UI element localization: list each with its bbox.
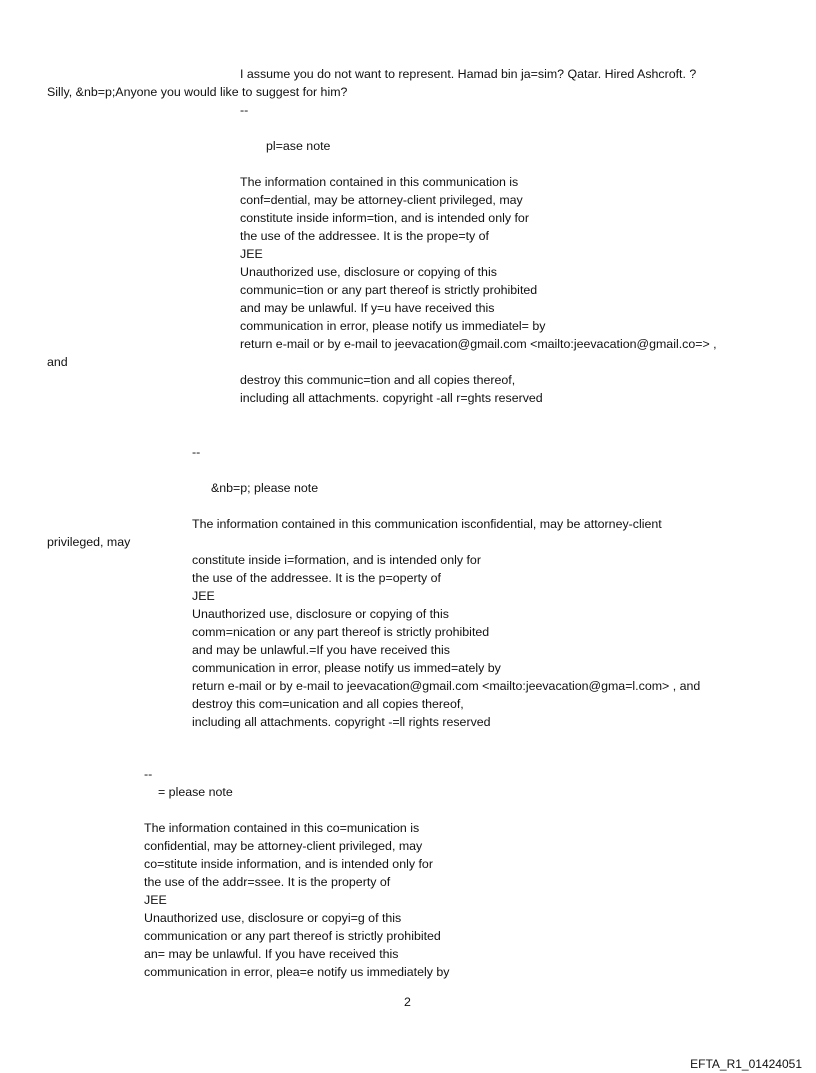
text-line: and may be unlawful.=If you have received this — [192, 643, 450, 657]
text-line: Unauthorized use, disclosure or copying of this — [192, 607, 449, 621]
text-line: Silly, &nb=p;Anyone you would like to suggest for him? — [47, 85, 348, 99]
text-line: constitute inside i=formation, and is intended only for — [192, 553, 481, 567]
page-number: 2 — [404, 995, 411, 1009]
text-line: I assume you do not want to represent. Hamad bin ja=sim? Qatar. Hired Ashcroft. ? — [240, 67, 697, 81]
please-note-heading: = please note — [158, 785, 233, 799]
text-line: including all attachments. copyright -all r=ghts reserved — [240, 391, 543, 405]
text-line: confidential, may be attorney-client privileged, may — [144, 839, 423, 853]
text-line: JEE — [144, 893, 167, 907]
text-line: JEE — [192, 589, 215, 603]
separator-dashes: -- — [144, 767, 153, 781]
separator-dashes: -- — [192, 445, 201, 459]
text-line: return e-mail or by e-mail to jeevacation@gmail.com <mailto:jeevacation@gma=l.com> , and — [192, 679, 701, 693]
text-line: The information contained in this communication is — [240, 175, 519, 189]
text-line: JEE — [240, 247, 263, 261]
text-line: co=stitute inside information, and is intended only for — [144, 857, 433, 871]
text-line: and may be unlawful. If y=u have received this — [240, 301, 495, 315]
separator-dashes: -- — [240, 103, 249, 117]
text-line: return e-mail or by e-mail to jeevacation@gmail.com <mailto:jeevacation@gmail.co=> , — [240, 337, 717, 351]
text-line: communication or any part thereof is strictly prohibited — [144, 929, 441, 943]
text-line: communication in error, plea=e notify us immediately by — [144, 965, 450, 979]
text-line: and — [47, 355, 68, 369]
please-note-heading: &nb=p; please note — [211, 481, 319, 495]
text-line: destroy this communic=tion and all copies thereof, — [240, 373, 516, 387]
text-line: privileged, may — [47, 535, 131, 549]
text-line: Unauthorized use, disclosure or copying of this — [240, 265, 497, 279]
document-id: EFTA_R1_01424051 — [690, 1057, 802, 1071]
text-line: The information contained in this communication isconfidential, may be attorney-client — [192, 517, 662, 531]
text-line: including all attachments. copyright -=ll rights reserved — [192, 715, 491, 729]
text-line: comm=nication or any part thereof is strictly prohibited — [192, 625, 490, 639]
text-line: the use of the addr=ssee. It is the property of — [144, 875, 391, 889]
text-line: constitute inside inform=tion, and is intended only for — [240, 211, 529, 225]
text-line: Unauthorized use, disclosure or copyi=g of this — [144, 911, 402, 925]
text-line: the use of the addressee. It is the prope=ty of — [240, 229, 490, 243]
text-line: communic=tion or any part thereof is strictly prohibited — [240, 283, 538, 297]
text-line: destroy this com=unication and all copies thereof, — [192, 697, 464, 711]
text-line: an= may be unlawful. If you have received this — [144, 947, 399, 961]
text-line: communication in error, please notify us immediatel= by — [240, 319, 546, 333]
text-line: The information contained in this co=munication is — [144, 821, 420, 835]
text-line: the use of the addressee. It is the p=operty of — [192, 571, 442, 585]
please-note-heading: pl=ase note — [266, 139, 331, 153]
text-line: communication in error, please notify us immed=ately by — [192, 661, 501, 675]
text-line: conf=dential, may be attorney-client privileged, may — [240, 193, 523, 207]
